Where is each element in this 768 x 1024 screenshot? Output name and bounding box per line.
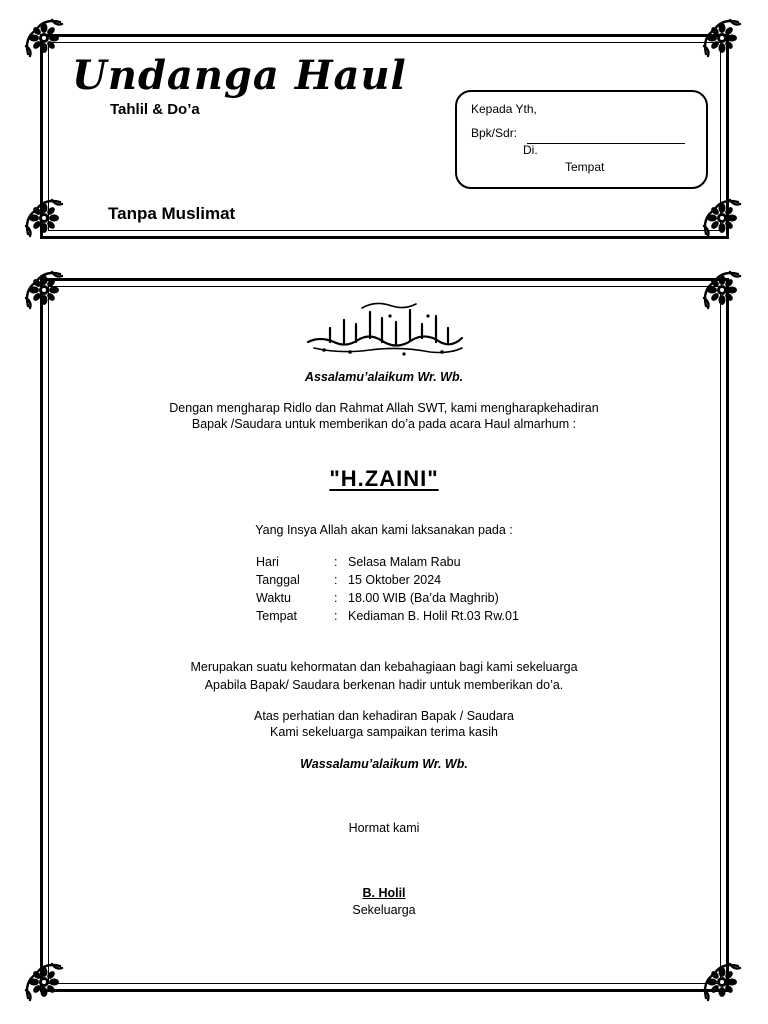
corner-ornament-icon: [700, 268, 744, 312]
closing-greeting: Wassalamu’alaikum Wr. Wb.: [300, 757, 468, 771]
closing-line-2: Apabila Bapak/ Saudara berkenan hadir untuk memberikan do’a.: [204, 678, 564, 692]
detail-colon: :: [334, 609, 338, 623]
schedule-intro: Yang Insya Allah akan kami laksanakan pada :: [255, 523, 513, 537]
address-to: Kepada Yth,: [471, 102, 537, 116]
corner-ornament-icon: [22, 268, 66, 312]
signatory-name: [0, 885, 768, 902]
address-place: Tempat: [565, 160, 605, 174]
address-at: Di.: [523, 143, 538, 157]
detail-label: Waktu: [256, 591, 291, 605]
thanks-line-1: Atas perhatian dan kehadiran Bapak / Saudara: [254, 709, 514, 723]
signatory-name-text: B. Holil: [362, 886, 406, 900]
bismillah-text: بسم الله الرحمن الرحيم: [300, 298, 311, 299]
event-details: [256, 555, 519, 627]
corner-ornament-icon: [22, 16, 66, 60]
floral-corner-ornament-icon: [22, 196, 66, 240]
address-box: [455, 90, 708, 189]
detail-row: [256, 555, 519, 573]
corner-ornament-icon: [22, 960, 66, 1004]
detail-value: 15 Oktober 2024: [348, 573, 442, 587]
thanks-line-2: Kami sekeluarga sampaikan terima kasih: [270, 725, 498, 739]
envelope-title: Undanga Haul: [72, 52, 411, 99]
signatory-role: Sekeluarga: [352, 903, 416, 917]
detail-value: Kediaman B. Holil Rt.03 Rw.01: [348, 609, 519, 623]
envelope-subtitle: Tahlil & Do’a: [110, 101, 200, 118]
intro-line-1: Dengan mengharap Ridlo dan Rahmat Allah SWT, kami mengharapkehadiran: [169, 401, 599, 415]
deceased-name-text: "H.ZAINI": [329, 466, 439, 491]
address-recipient-label: Bpk/Sdr:: [471, 126, 518, 140]
intro-line-2: Bapak /Saudara untuk memberikan do’a pada acara Haul almarhum :: [191, 417, 577, 431]
corner-ornament-icon: [700, 196, 744, 240]
floral-corner-ornament-icon: [700, 960, 744, 1004]
envelope-note: Tanpa Muslimat: [108, 204, 236, 223]
floral-corner-ornament-icon: [22, 960, 66, 1004]
detail-row: [256, 609, 519, 627]
detail-row: [256, 591, 519, 609]
detail-colon: :: [334, 573, 338, 587]
deceased-name: [0, 466, 768, 492]
detail-value: Selasa Malam Rabu: [348, 555, 461, 569]
corner-ornament-icon: [22, 196, 66, 240]
detail-label: Hari: [256, 555, 279, 569]
detail-value: 18.00 WIB (Ba’da Maghrib): [348, 591, 499, 605]
detail-row: [256, 573, 519, 591]
corner-ornament-icon: [700, 960, 744, 1004]
regards: Hormat kami: [348, 821, 420, 835]
detail-label: Tempat: [256, 609, 297, 623]
detail-label: Tanggal: [256, 573, 300, 587]
floral-corner-ornament-icon: [700, 16, 744, 60]
detail-colon: :: [334, 591, 338, 605]
floral-corner-ornament-icon: [22, 268, 66, 312]
recipient-blank-line: [527, 143, 685, 144]
floral-corner-ornament-icon: [22, 16, 66, 60]
floral-corner-ornament-icon: [700, 268, 744, 312]
corner-ornament-icon: [700, 16, 744, 60]
closing-line-1: Merupakan suatu kehormatan dan kebahagiaan bagi kami sekeluarga: [190, 660, 578, 674]
opening-greeting: Assalamu’alaikum Wr. Wb.: [304, 370, 464, 384]
bismillah-calligraphy-icon: [300, 298, 470, 356]
floral-corner-ornament-icon: [700, 196, 744, 240]
detail-colon: :: [334, 555, 338, 569]
